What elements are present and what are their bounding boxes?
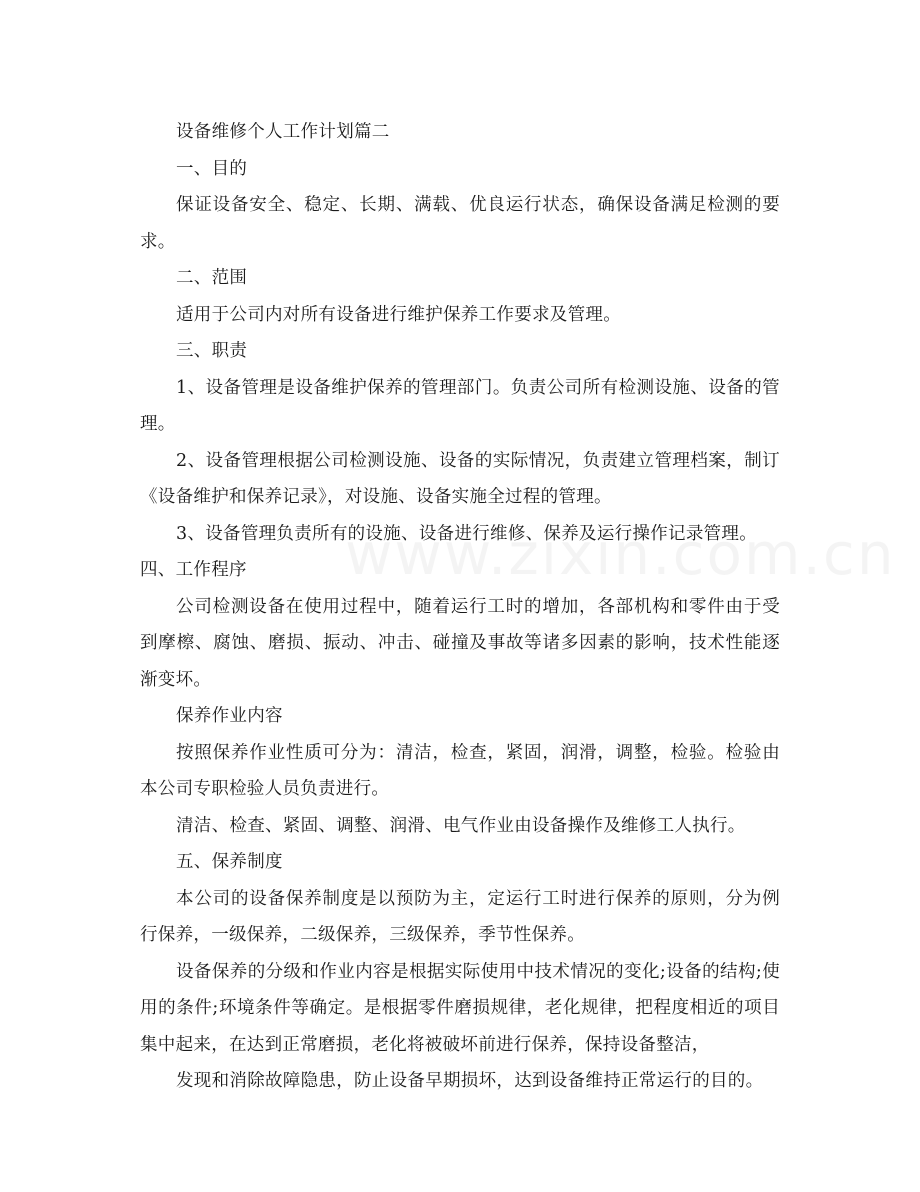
doc-title: 设备维修个人工作计划篇二 (176, 122, 390, 142)
paragraph: 发现和消除故障隐患，防止设备早期损坏，达到设备维持正常运行的目的。 (176, 1071, 764, 1091)
paragraph: 3、设备管理负责所有的设施、设备进行维修、保养及运行操作记录管理。 (176, 523, 758, 544)
subheading-maintenance-content: 保养作业内容 (176, 706, 283, 726)
section-heading-procedure: 四、工作程序 (140, 560, 247, 580)
paragraph: 保证设备安全、稳定、长期、满载、优良运行状态，确保设备满足检测的要求。 (140, 195, 780, 252)
section-heading-maintenance-system: 五、保养制度 (176, 852, 283, 872)
paragraph: 设备保养的分级和作业内容是根据实际使用中技术情况的变化;设备的结构;使用的条件;环境条件等确定。是根据零件磨损规律，老化规律，把程度相近的项目集中起来，在达到正常磨损，老化将被破坏前进行保养，保持设备整洁， (140, 961, 780, 1055)
paragraph: 公司检测设备在使用过程中，随着运行工时的增加，各部机构和零件由于受到摩檫、腐蚀、磨损、振动、冲击、碰撞及事故等诸多因素的影响，技术性能逐渐变坏。 (140, 596, 780, 690)
paragraph: 2、设备管理根据公司检测设施、设备的实际情况，负责建立管理档案，制订《设备维护和保养记录》，对设施、设备实施全过程的管理。 (140, 450, 780, 507)
paragraph: 本公司的设备保养制度是以预防为主，定运行工时进行保养的原则，分为例行保养，一级保养，二级保养，三级保养，季节性保养。 (140, 888, 780, 945)
paragraph: 清洁、检查、紧固、调整、润滑、电气作业由设备操作及维修工人执行。 (176, 815, 746, 836)
paragraph: 1、设备管理是设备维护保养的管理部门。负责公司所有检测设施、设备的管理。 (140, 377, 780, 434)
paragraph: 适用于公司内对所有设备进行维护保养工作要求及管理。 (176, 304, 621, 325)
paragraph: 按照保养作业性质可分为：清洁，检查，紧固，润滑，调整，检验。检验由本公司专职检验人员负责进行。 (140, 742, 780, 799)
document-body (140, 114, 780, 1100)
section-heading-scope: 二、范围 (176, 268, 248, 288)
section-heading-purpose: 一、目的 (176, 158, 248, 179)
section-heading-duties: 三、职责 (176, 341, 248, 361)
